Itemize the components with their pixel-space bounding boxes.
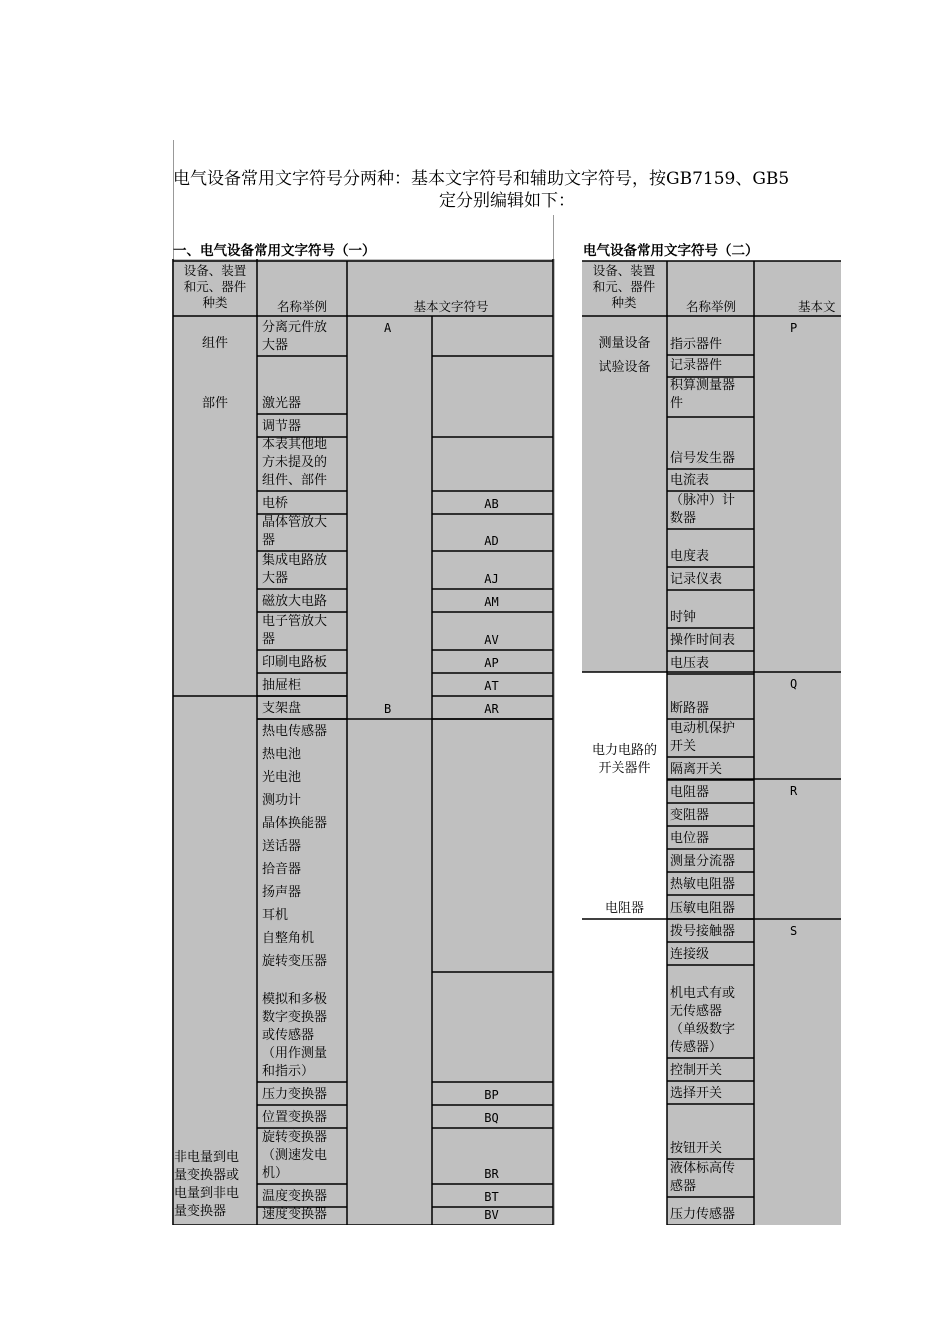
t2-name-item-line: 操作时间表 <box>670 633 736 648</box>
t2-name-item <box>670 450 754 468</box>
t1-cat-converter-line: 量变换器或 <box>174 1168 240 1183</box>
t1-sym-code <box>434 532 549 550</box>
t1-name-item <box>262 418 346 436</box>
t1-name-item <box>262 436 346 490</box>
t2-name-item-line: 电度表 <box>670 549 710 564</box>
t1-sym-A-line: A <box>384 321 392 335</box>
t1-header-category-line: 设备、装置 <box>183 263 247 278</box>
t2-header-symbol: 基本文 <box>798 299 836 314</box>
t1-sym-code <box>434 495 549 513</box>
t1-sym-code <box>434 1109 549 1127</box>
t1-name-item-line: 模拟和多极 <box>262 992 328 1007</box>
t2-cat-resistor-line: 电阻器 <box>604 901 644 916</box>
t1-header-symbol: 基本文字符号 <box>413 299 489 314</box>
t2-name-item <box>670 946 754 964</box>
t2-header-category-line: 设备、装置 <box>592 263 656 278</box>
t1-name-item-line: 扬声器 <box>262 885 302 900</box>
t1-name-item <box>262 746 346 764</box>
t1-header-category <box>174 263 256 311</box>
t2-name-item-line: 拨号接触器 <box>670 924 736 939</box>
t1-name-item-line: （测速发电 <box>262 1148 328 1163</box>
t1-name-item-line: 旋转变换器 <box>262 1130 328 1145</box>
t2-cat-test <box>582 359 667 377</box>
t2-name-item-line: 电动机保护 <box>670 721 736 736</box>
t1-sym-code <box>434 631 549 649</box>
t1-sym-code-line: BT <box>484 1190 499 1204</box>
t1-name-item <box>262 907 346 925</box>
t1-name-item <box>262 395 346 413</box>
t2-name-item <box>670 1206 754 1224</box>
t1-name-item-line: 电桥 <box>262 496 289 511</box>
t1-header-category-line: 种类 <box>202 295 228 310</box>
t1-sym-A <box>384 319 424 337</box>
t2-name-item <box>670 853 754 871</box>
t2-header-category <box>582 263 666 311</box>
t2-cat-measure-line: 测量设备 <box>598 336 651 351</box>
t2-name-item-line: 传感器） <box>670 1040 723 1055</box>
t2-cat-measure <box>582 335 667 353</box>
t1-name-item <box>262 654 346 672</box>
t2-name-item <box>670 784 754 802</box>
t1-name-item-line: 或传感器 <box>262 1028 315 1043</box>
t1-name-item-line: 压力变换器 <box>262 1087 328 1102</box>
table1-title: 一、电气设备常用文字符号（一） <box>173 243 376 259</box>
t2-name-item-line: 无传感器 <box>670 1004 723 1019</box>
t1-sym-code <box>434 593 549 611</box>
t2-name-item <box>670 472 754 490</box>
t1-name-item-line: 方未提及的 <box>262 455 328 470</box>
t2-name-item <box>670 720 754 756</box>
table2-title: 电气设备常用文字符号（二） <box>583 243 759 259</box>
t2-sym-Q <box>790 675 820 693</box>
t1-sym-code-line: AJ <box>484 572 499 586</box>
t2-name-item-line: 选择开关 <box>670 1086 723 1101</box>
t1-sym-code-line: AB <box>484 497 499 511</box>
t2-name-item <box>670 377 754 413</box>
t1-name-item-line: 热电池 <box>262 747 302 762</box>
t1-header-example: 名称举例 <box>276 299 327 314</box>
t1-name-item-line: 支架盘 <box>262 701 302 716</box>
t2-name-item <box>670 548 754 566</box>
t1-sym-code-line: AM <box>484 595 499 609</box>
t2-header-example: 名称举例 <box>685 299 736 314</box>
t1-name-item-line: 器 <box>262 533 276 548</box>
t1-sym-code-line: BR <box>484 1167 499 1181</box>
t1-name-item <box>262 861 346 879</box>
t1-name-item-line: 抽屉柜 <box>262 678 302 693</box>
t1-sym-code <box>434 677 549 695</box>
t1-sym-code-line: AD <box>484 534 499 548</box>
t2-cat-switch-line: 电力电路的 <box>591 743 657 758</box>
t1-cat-converter-line: 量变换器 <box>174 1204 227 1219</box>
t2-name-item <box>670 985 754 1057</box>
t2-cat-switch <box>582 742 667 778</box>
t1-name-item <box>262 1206 346 1224</box>
t1-name-item <box>262 495 346 513</box>
t1-sym-code <box>434 1165 549 1183</box>
t2-sym-S-line: S <box>790 924 798 938</box>
t2-name-item-line: 连接级 <box>670 947 710 962</box>
t1-name-item <box>262 613 346 649</box>
t1-name-item <box>262 1086 346 1104</box>
t1-cat-zujian-line: 组件 <box>201 336 228 351</box>
t2-name-item <box>670 571 754 589</box>
t2-header-category-line: 和元、器件 <box>592 279 656 294</box>
t2-sym-R <box>790 782 820 800</box>
t1-sym-code <box>434 1086 549 1104</box>
t1-sym-code-line: AT <box>484 679 499 693</box>
t2-name-item-line: 压敏电阻器 <box>670 901 736 916</box>
table-2 <box>582 237 841 1225</box>
t2-name-item-line: 件 <box>670 396 684 411</box>
t1-sym-code <box>434 570 549 588</box>
t2-name-item <box>670 1140 754 1158</box>
t1-name-item-line: 分离元件放 <box>262 320 328 335</box>
t2-cat-switch-line: 开关器件 <box>598 761 651 776</box>
t1-cat-converter-line: 非电量到电 <box>174 1150 240 1165</box>
t2-name-item <box>670 900 754 918</box>
intro-text <box>173 168 841 212</box>
t1-cat-zujian <box>174 335 256 353</box>
t1-name-item <box>262 930 346 948</box>
t1-sym-code-line: BQ <box>484 1111 499 1125</box>
t1-name-item <box>262 815 346 833</box>
t1-name-item-line: 电子管放大 <box>262 614 328 629</box>
t1-cat-bujian-line: 部件 <box>201 396 228 411</box>
t1-name-item-line: 送话器 <box>262 839 302 854</box>
t2-name-item-line: （单级数字 <box>670 1022 736 1037</box>
t2-name-item <box>670 1062 754 1080</box>
t2-name-item-line: 压力传感器 <box>670 1207 736 1222</box>
t2-sym-Q-line: Q <box>790 677 798 691</box>
t1-header-category-line: 和元、器件 <box>183 279 247 294</box>
t1-name-item-line: 测功计 <box>262 793 302 808</box>
t2-name-item <box>670 1160 754 1196</box>
t1-name-item-line: 本表其他地 <box>262 437 328 452</box>
t1-name-item-line: 数字变换器 <box>262 1010 328 1025</box>
t1-name-item <box>262 1129 346 1183</box>
t2-name-item-line: 热敏电阻器 <box>670 877 736 892</box>
t2-header-category-line: 种类 <box>611 295 637 310</box>
t1-name-item <box>262 677 346 695</box>
t2-name-item-line: 指示器件 <box>670 337 723 352</box>
t2-name-item <box>670 336 754 354</box>
t1-name-item <box>262 593 346 611</box>
t1-name-item-line: 器 <box>262 632 276 647</box>
t1-name-item-line: 晶体管放大 <box>262 515 328 530</box>
t2-name-item-line: 变阻器 <box>670 808 710 823</box>
t1-cat-converter <box>174 1149 256 1221</box>
t2-name-item-line: 电阻器 <box>670 785 710 800</box>
t2-name-item-line: 记录仪表 <box>670 572 723 587</box>
t2-cat-resistor <box>582 900 667 918</box>
t1-name-item <box>262 991 346 1081</box>
t2-name-item-line: 记录器件 <box>670 358 723 373</box>
t2-name-item-line: 感器 <box>670 1179 697 1194</box>
t1-name-item-line: 和指示） <box>262 1064 315 1079</box>
t1-name-item-line: 组件、部件 <box>262 473 328 488</box>
t2-name-item-line: 液体标高传 <box>670 1161 736 1176</box>
t1-sym-code <box>434 1188 549 1206</box>
t1-name-item <box>262 838 346 856</box>
t2-name-item-line: 信号发生器 <box>670 451 736 466</box>
intro-line-1: 电气设备常用文字符号分两种：基本文字符号和辅助文字符号，按GB7159、GB5 <box>173 169 790 189</box>
t1-name-item <box>262 1109 346 1127</box>
t2-name-item <box>670 492 754 528</box>
t2-name-item-line: 按钮开关 <box>670 1141 723 1156</box>
t2-name-item-line: 电压表 <box>670 656 710 671</box>
t2-name-item <box>670 876 754 894</box>
t2-name-item <box>670 609 754 627</box>
t1-name-item <box>262 319 346 355</box>
t1-sym-code-line: AR <box>484 702 499 716</box>
t2-cat-test-line: 试验设备 <box>598 360 651 375</box>
t1-sym-B <box>384 700 424 718</box>
t1-name-item-line: 集成电路放 <box>262 553 328 568</box>
t1-name-item-line: 位置变换器 <box>262 1110 328 1125</box>
t1-name-item-line: 机） <box>262 1166 289 1181</box>
t1-name-item-line: 旋转变压器 <box>262 954 328 969</box>
t2-name-item-line: 控制开关 <box>670 1063 723 1078</box>
t2-name-item-line: 机电式有或 <box>670 986 736 1001</box>
t2-name-item <box>670 761 754 779</box>
t1-cat-converter-line: 电量到非电 <box>174 1186 240 1201</box>
t1-cat-bujian <box>174 395 256 413</box>
t1-name-item <box>262 1188 346 1206</box>
t2-name-item <box>670 830 754 848</box>
t1-name-item <box>262 514 346 550</box>
t2-sym-R-line: R <box>790 784 798 798</box>
t2-sym-S <box>790 922 820 940</box>
t2-name-item-line: （脉冲）计 <box>670 493 736 508</box>
t1-name-item <box>262 792 346 810</box>
t1-name-item-line: （用作测量 <box>262 1046 328 1061</box>
table-1 <box>172 259 555 1225</box>
t1-sym-code <box>434 700 549 718</box>
t1-name-item-line: 热电传感器 <box>262 724 328 739</box>
t2-name-item-line: 断路器 <box>670 701 710 716</box>
t1-name-item-line: 速度变换器 <box>262 1207 328 1222</box>
t2-name-item <box>670 700 754 718</box>
t2-name-item-line: 电流表 <box>670 473 710 488</box>
t2-name-item-line: 积算测量器 <box>670 378 736 393</box>
t2-sym-P <box>790 319 820 337</box>
t2-name-item <box>670 923 754 941</box>
t2-name-item-line: 时钟 <box>670 610 697 625</box>
t1-name-item <box>262 769 346 787</box>
t2-name-item-line: 电位器 <box>670 831 710 846</box>
t1-name-item-line: 耳机 <box>262 908 289 923</box>
t2-name-item-line: 数器 <box>670 511 697 526</box>
t1-sym-code-line: BP <box>484 1088 499 1102</box>
t1-name-item <box>262 552 346 588</box>
t1-name-item-line: 大器 <box>262 571 289 586</box>
t1-name-item-line: 自整角机 <box>262 931 315 946</box>
t2-name-item <box>670 357 754 375</box>
t2-name-item <box>670 655 754 673</box>
t2-name-item <box>670 807 754 825</box>
t2-sym-P-line: P <box>790 321 798 335</box>
t2-name-item <box>670 632 754 650</box>
t1-name-item-line: 晶体换能器 <box>262 816 328 831</box>
t1-name-item-line: 光电池 <box>262 770 302 785</box>
t1-name-item-line: 温度变换器 <box>262 1189 328 1204</box>
intro-line-2: 定分别编辑如下： <box>439 191 575 211</box>
t1-sym-code <box>434 1206 549 1224</box>
t1-sym-code <box>434 654 549 672</box>
t1-sym-code-line: AP <box>484 656 499 670</box>
t1-name-item-line: 印刷电路板 <box>262 655 328 670</box>
t2-name-item-line: 测量分流器 <box>670 854 736 869</box>
t1-name-item-line: 拾音器 <box>262 862 302 877</box>
t1-name-item-line: 大器 <box>262 338 289 353</box>
t1-name-item <box>262 953 346 971</box>
t2-name-item <box>670 1085 754 1103</box>
t2-name-item-line: 隔离开关 <box>670 762 723 777</box>
middle-divider-line <box>553 215 554 260</box>
t1-sym-B-line: B <box>384 702 392 716</box>
t1-name-item <box>262 884 346 902</box>
t1-sym-code-line: AV <box>484 633 499 647</box>
t1-name-item <box>262 723 346 741</box>
t1-name-item-line: 调节器 <box>262 419 302 434</box>
t1-name-item-line: 磁放大电路 <box>262 594 328 609</box>
t2-name-item-line: 开关 <box>670 739 697 754</box>
t1-sym-code-line: BV <box>484 1208 499 1222</box>
t1-name-item-line: 激光器 <box>262 396 302 411</box>
t1-name-item <box>262 700 346 718</box>
